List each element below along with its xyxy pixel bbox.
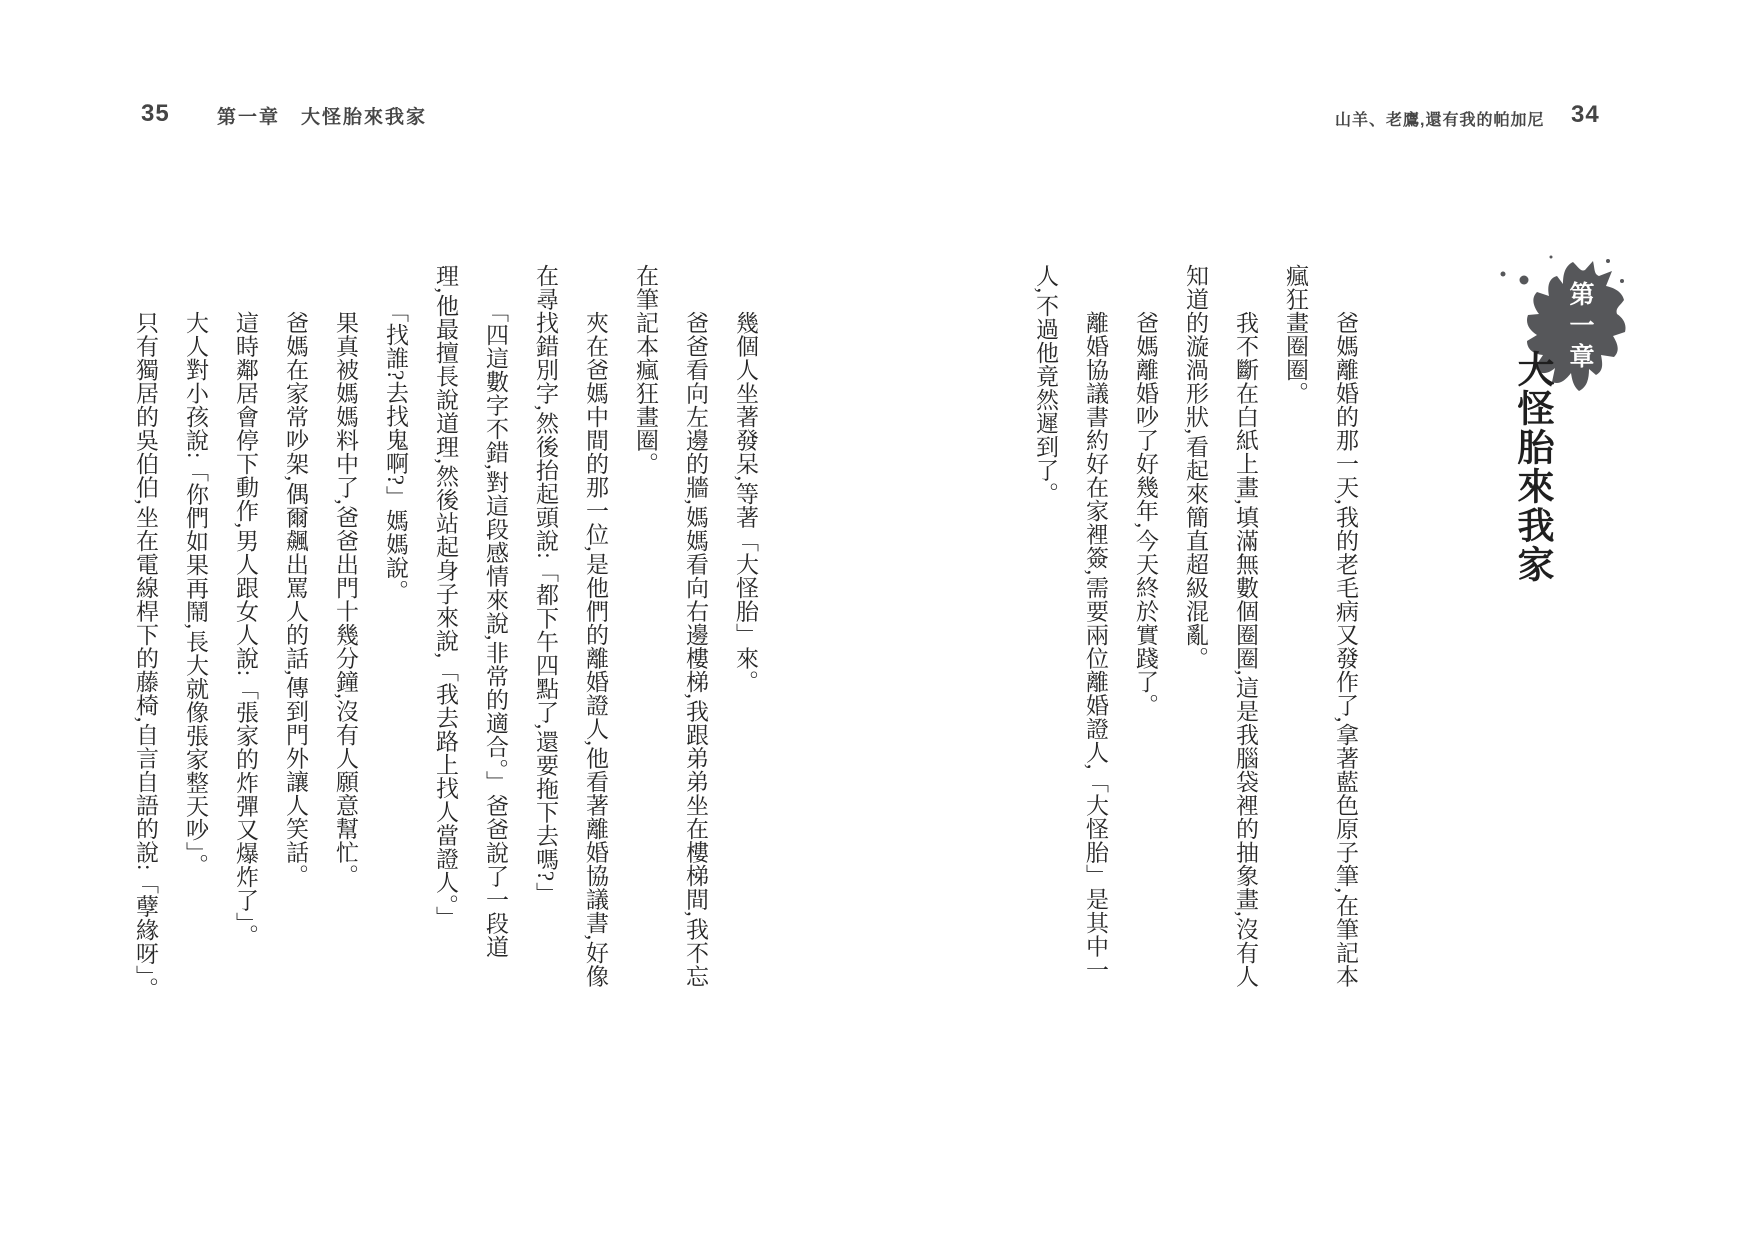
body-text-left <box>120 264 770 1036</box>
text-column: 在尋找錯別字,然後抬起頭說:「都下午四點了,還要拖下去嗎?」 <box>533 264 558 906</box>
running-header-left: 第一章 大怪胎來我家 <box>217 107 428 128</box>
text-column: 大人對小孩說:「你們如果再鬧,長大就像張家整天吵」。 <box>183 264 208 877</box>
text-column: 知道的漩渦形狀,看起來簡直超級混亂。 <box>1183 264 1208 670</box>
page-right <box>874 0 1748 1240</box>
text-column: 瘋狂畫圈圈。 <box>1283 264 1308 405</box>
text-column: 離婚協議書約好在家裡簽,需要兩位離婚證人,「大怪胎」是其中一 <box>1083 264 1108 982</box>
body-text-right <box>1020 264 1370 1036</box>
text-column: 爸媽離婚吵了好幾年,今天終於實踐了。 <box>1133 264 1158 717</box>
text-column: 理,他最擅長說道理,然後站起身子來說,「我去路上找人當證人。」 <box>433 264 458 930</box>
text-column: 爸媽離婚的那一天,我的老毛病又發作了,拿著藍色原子筆,在筆記本 <box>1333 264 1358 988</box>
text-column: 幾個人坐著發呆,等著「大怪胎」來。 <box>733 264 758 694</box>
text-column: 我不斷在白紙上畫,填滿無數個圈圈,這是我腦袋裡的抽象畫,沒有人 <box>1233 264 1258 988</box>
page-number-right: 34 <box>1571 101 1600 128</box>
text-column: 夾在爸媽中間的那一位,是他們的離婚證人,他看著離婚協議書,好像 <box>583 264 608 988</box>
text-column: 「找誰?去找鬼啊?」媽媽說。 <box>383 264 408 603</box>
text-column: 爸媽在家常吵架,偶爾飆出罵人的話,傳到門外讓人笑話。 <box>283 264 308 888</box>
chapter-badge-label: 第一章 <box>1566 281 1594 374</box>
text-column: 果真被媽媽料中了,爸爸出門十幾分鐘,沒有人願意幫忙。 <box>333 264 358 888</box>
text-column: 人,不過他竟然遲到了。 <box>1033 264 1058 506</box>
page-number-left: 35 <box>141 100 170 127</box>
text-column: 在筆記本瘋狂畫圈。 <box>633 264 658 476</box>
chapter-title: 大怪胎來我家 <box>1512 350 1553 584</box>
text-column: 這時鄰居會停下動作,男人跟女人說:「張家的炸彈又爆炸了」。 <box>233 264 258 948</box>
text-column: 只有獨居的吳伯伯,坐在電線桿下的藤椅,自言自語的說:「孽緣呀」。 <box>133 264 158 1001</box>
running-header-right: 山羊、老鷹,還有我的帕加尼 <box>1335 112 1545 129</box>
text-column: 爸爸看向左邊的牆,媽媽看向右邊樓梯,我跟弟弟坐在樓梯間,我不忘 <box>683 264 708 988</box>
text-column: 「四這數字不錯,對這段感情來說,非常的適合。」爸爸說了一段道 <box>483 264 508 959</box>
